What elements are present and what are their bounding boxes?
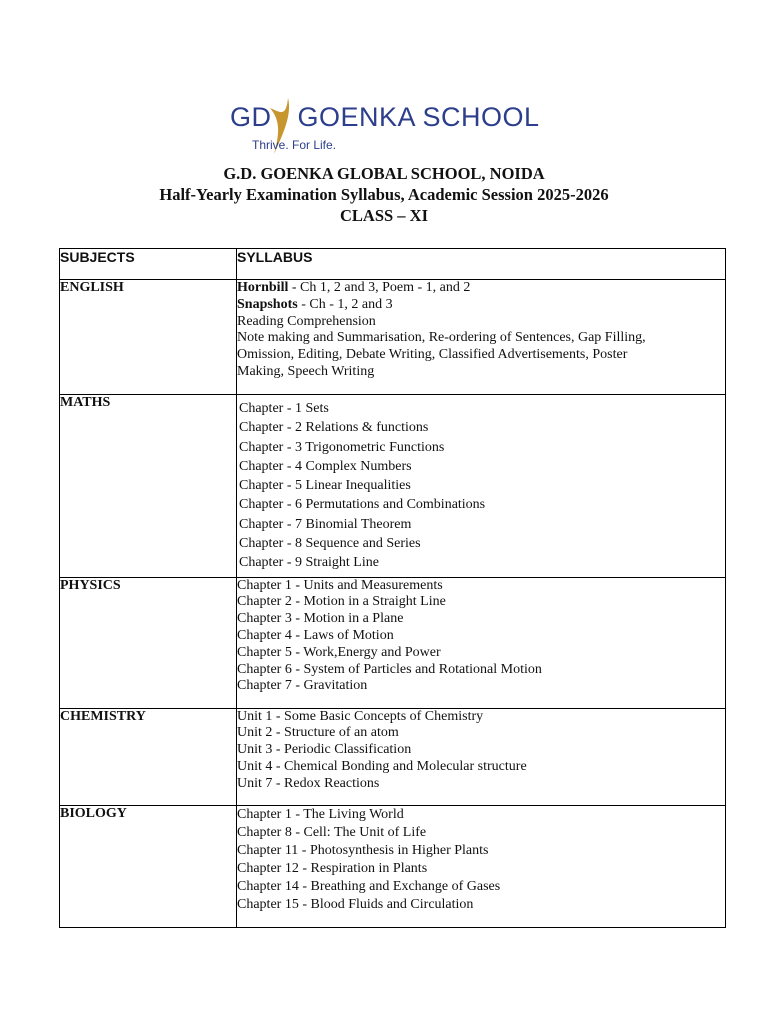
syllabus-text: - Ch 1, 2 and 3, Poem - 1, and 2 [288,280,471,295]
syllabus-text: Chapter 2 - Motion in a Straight Line [237,594,446,610]
syllabus-text: Making, Speech Writing [237,363,375,379]
syllabus-text: Chapter 7 - Gravitation [237,678,368,694]
syllabus-text: Unit 4 - Chemical Bonding and Molecular structure [237,759,527,775]
header-syllabus: SYLLABUS [237,249,726,280]
syllabus-line [237,330,725,347]
subject-cell: MATHS [60,395,237,578]
syllabus-cell [237,280,726,395]
table-row [60,708,726,805]
syllabus-line [237,364,725,381]
syllabus-text: Chapter 6 - System of Particles and Rotational Motion [237,661,542,677]
syllabus-text: Chapter - 1 Sets [239,401,329,416]
syllabus-text: Chapter 5 - Work,Energy and Power [237,644,441,660]
syllabus-text: Omission, Editing, Debate Writing, Classified Advertisements, Poster [237,347,628,363]
syllabus-line [237,878,725,896]
class-title: CLASS – XI [339,206,429,225]
syllabus-line [237,594,725,611]
syllabus-line [239,438,721,457]
syllabus-text: Chapter - 5 Linear Inequalities [239,478,411,494]
syllabus-line [237,347,725,364]
syllabus-text: Chapter 4 - Laws of Motion [237,628,394,644]
syllabus-line [239,515,721,534]
syllabus-line [237,742,725,759]
syllabus-line [237,759,725,776]
school-title: G.D. GOENKA GLOBAL SCHOOL, NOIDA [223,164,545,183]
syllabus-line [239,534,721,553]
syllabus-text: - Ch - 1, 2 and 3 [297,296,393,312]
syllabus-text: Chapter - 2 Relations & functions [239,420,429,436]
syllabus-line [237,578,725,595]
syllabus-line [237,860,725,878]
subject-cell: CHEMISTRY [60,708,237,805]
syllabus-text: Chapter 15 - Blood Fluids and Circulation [237,896,474,912]
syllabus-cell [237,395,726,578]
syllabus-text: Chapter - 4 Complex Numbers [239,458,412,474]
subject-cell: BIOLOGY [60,805,237,927]
syllabus-text: Chapter 11 - Photosynthesis in Higher Plants [237,842,489,858]
logo-gd: GD [230,102,272,132]
table-row [60,395,726,578]
syllabus-line [237,297,725,314]
syllabus-text: Chapter - 6 Permutations and Combinations [239,497,486,513]
syllabus-line [237,280,725,297]
book-title: Hornbill [237,280,289,295]
syllabus-cell [237,577,726,708]
syllabus-table [59,248,726,928]
syllabus-line [237,842,725,860]
syllabus-text: Chapter 3 - Motion in a Plane [237,611,404,627]
exam-title: Half-Yearly Examination Syllabus, Academic Session 2025-2026 [159,185,609,204]
syllabus-line [239,553,721,572]
syllabus-line [237,896,725,914]
header-subjects: SUBJECTS [60,249,237,280]
syllabus-text: Chapter - 8 Sequence and Series [239,536,421,552]
syllabus-line [237,824,725,842]
syllabus-line [239,457,721,476]
syllabus-text: Chapter 14 - Breathing and Exchange of Gases [237,878,501,894]
table-row [60,577,726,708]
syllabus-text: Chapter 12 - Respiration in Plants [237,860,428,876]
syllabus-line [237,645,725,662]
syllabus-text: Unit 2 - Structure of an atom [237,725,399,741]
syllabus-text: Chapter - 7 Binomial Theorem [239,516,412,532]
syllabus-line [237,709,725,726]
syllabus-line [237,678,725,695]
syllabus-text: Unit 7 - Redox Reactions [237,775,380,791]
syllabus-line [237,314,725,331]
syllabus-text: Chapter - 9 Straight Line [239,555,379,571]
subject-cell: PHYSICS [60,577,237,708]
book-title: Snapshots [237,296,298,312]
syllabus-text: Chapter 8 - Cell: The Unit of Life [237,824,427,840]
syllabus-line [239,495,721,514]
syllabus-line [239,399,721,418]
syllabus-text: Chapter 1 - Units and Measurements [237,577,443,593]
syllabus-text: Unit 1 - Some Basic Concepts of Chemistry [237,708,484,724]
syllabus-text: Reading Comprehension [237,313,376,329]
syllabus-cell [237,805,726,927]
table-row [60,805,726,927]
syllabus-line [237,611,725,628]
syllabus-line [237,776,725,793]
syllabus-text: Unit 3 - Periodic Classification [237,742,412,758]
syllabus-line [237,806,725,824]
syllabus-text: Chapter - 3 Trigonometric Functions [239,439,445,455]
subject-cell: ENGLISH [60,280,237,395]
syllabus-line [237,628,725,645]
syllabus-line [239,418,721,437]
logo-tagline: Thrive. For Life. [252,138,337,152]
syllabus-text: Note making and Summarisation, Re-ordering of Sentences, Gap Filling, [237,330,646,346]
syllabus-line [239,476,721,495]
syllabus-line [237,662,725,679]
table-row [60,280,726,395]
school-logo [230,96,550,158]
logo-school-name: GOENKA SCHOOL [297,102,540,132]
syllabus-line [237,725,725,742]
table-header-row [60,249,726,280]
syllabus-cell [237,708,726,805]
syllabus-text: Chapter 1 - The Living World [237,806,404,822]
